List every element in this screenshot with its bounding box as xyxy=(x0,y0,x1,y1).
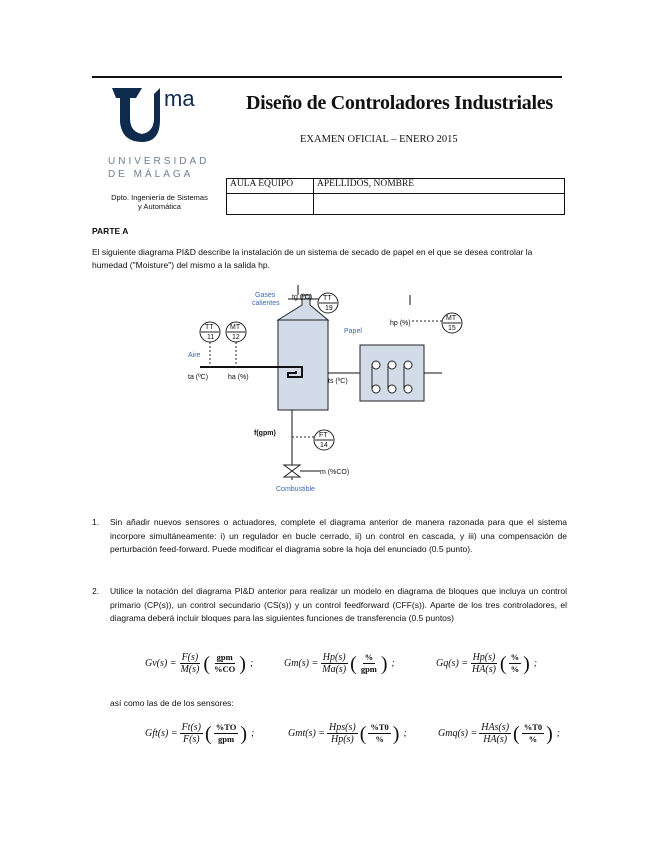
student-info-table xyxy=(226,178,565,215)
sensors-intro: así como las de de los sensores: xyxy=(110,698,234,708)
ts-label: ts (ºC) xyxy=(328,378,348,385)
equation-gv: Gv(s) = $\frac{F(s)}{M(s)}$ ( $\frac{\text{gpm}}{\%CO}$ ) ; xyxy=(145,652,254,675)
question-2-number: 2. xyxy=(92,586,100,596)
equation-gq: Gq(s) = $\frac{Hp(s)}{HA(s)}$ ( $\frac{\%}{\%}$ ) ; xyxy=(436,652,538,675)
exam-title: Diseño de Controladores Industriales xyxy=(246,92,553,114)
hp-label: hp (%) xyxy=(390,320,411,327)
aula-equipo-header: AULA EQUIPO xyxy=(227,179,314,194)
pid-diagram xyxy=(180,285,480,500)
header-rule xyxy=(92,76,562,78)
equation-gft: Gft(s) = $\frac{Ft(s)}{F(s)}$ ( $\frac{\%TO}{\text{gpm}}$ ) ; xyxy=(145,722,255,745)
svg-text:TT: TT xyxy=(205,324,214,331)
svg-text:15: 15 xyxy=(448,325,456,332)
apellidos-field[interactable] xyxy=(314,194,565,215)
question-1-number: 1. xyxy=(92,517,100,527)
svg-text:14: 14 xyxy=(320,442,328,449)
equation-gmq: Gmq(s) = $\frac{\text{HAs(s)}}{HA(s)}$ ( $\frac{\%T0}{\%}$ ) ; xyxy=(438,722,561,745)
svg-text:11: 11 xyxy=(207,334,215,341)
dryer-chamber xyxy=(278,320,328,410)
calientes-label: calientes xyxy=(252,300,280,307)
equation-gmt: Gmt(s) = $\frac{\text{Hps(s)}}{Hp(s)}$ ( $\frac{\%T0}{\%}$ ) ; xyxy=(288,722,407,745)
section-heading: PARTE A xyxy=(92,226,129,236)
aula-equipo-field[interactable] xyxy=(227,194,314,215)
papel-label: Papel xyxy=(344,328,362,335)
ta-label: ta (ºC) xyxy=(188,374,209,381)
svg-text:12: 12 xyxy=(232,334,240,341)
department: Dpto. Ingeniería de Sistemas y Automática xyxy=(111,193,208,211)
question-2-text: Utilice la notación del diagrama PI&D anterior para realizar un modelo en diagrama de bloques que incluya un control primario (CP(s)), un control secundario (CS(s)) y un control feedforward (CFF(s)). Aparte de los tres controladores, el diagrama deberá incluir bloques para las siguientes funciones de transferencia (0.5 puntos) xyxy=(110,586,567,623)
svg-text:TT: TT xyxy=(323,295,332,302)
tg-label: tg (ºC) xyxy=(292,294,313,301)
equation-gm: Gm(s) = $\frac{Hp(s)}{Ma(s)}$ ( $\frac{\%}{\text{gpm}}$ ) ; xyxy=(284,652,395,675)
question-1-text: Sin añadir nuevos sensores o actuadores, complete el diagrama anterior de manera razonada para que el sistema incorpore simultáneamente: i) un regulador en bucle cerrado, ii) un control en cascada, y iii) una compensación de perturbación feed-forward. Puede modificar el diagrama sobre la hoja del enunciado (0.5 punto). xyxy=(110,517,567,554)
gases-label: Gases xyxy=(255,292,276,299)
uma-logo-icon xyxy=(108,84,168,146)
svg-text:MT: MT xyxy=(446,315,457,322)
logo-text: ma xyxy=(164,86,195,111)
m-co-label: m (%CO) xyxy=(320,469,350,476)
svg-text:MT: MT xyxy=(230,324,241,331)
fuel-valve-icon xyxy=(284,465,300,477)
exam-subtitle: EXAMEN OFICIAL – ENERO 2015 xyxy=(300,134,458,145)
svg-text:FT: FT xyxy=(319,432,328,439)
university-name: UNIVERSIDAD DE MÁLAGA xyxy=(108,156,210,180)
combustible-label: Combustible xyxy=(276,486,315,493)
aire-label: Aire xyxy=(188,352,201,359)
intro-paragraph: El siguiente diagrama PI&D describe la instalación de un sistema de secado de papel en el que se desea controlar la humedad ("Moisture") del mismo a la salida hp. xyxy=(92,247,533,270)
fgpm-label: f(gpm) xyxy=(254,430,276,437)
svg-text:19: 19 xyxy=(325,305,333,312)
apellidos-header: APELLIDOS, NOMBRE xyxy=(314,179,565,194)
ha-label: ha (%) xyxy=(228,374,249,381)
